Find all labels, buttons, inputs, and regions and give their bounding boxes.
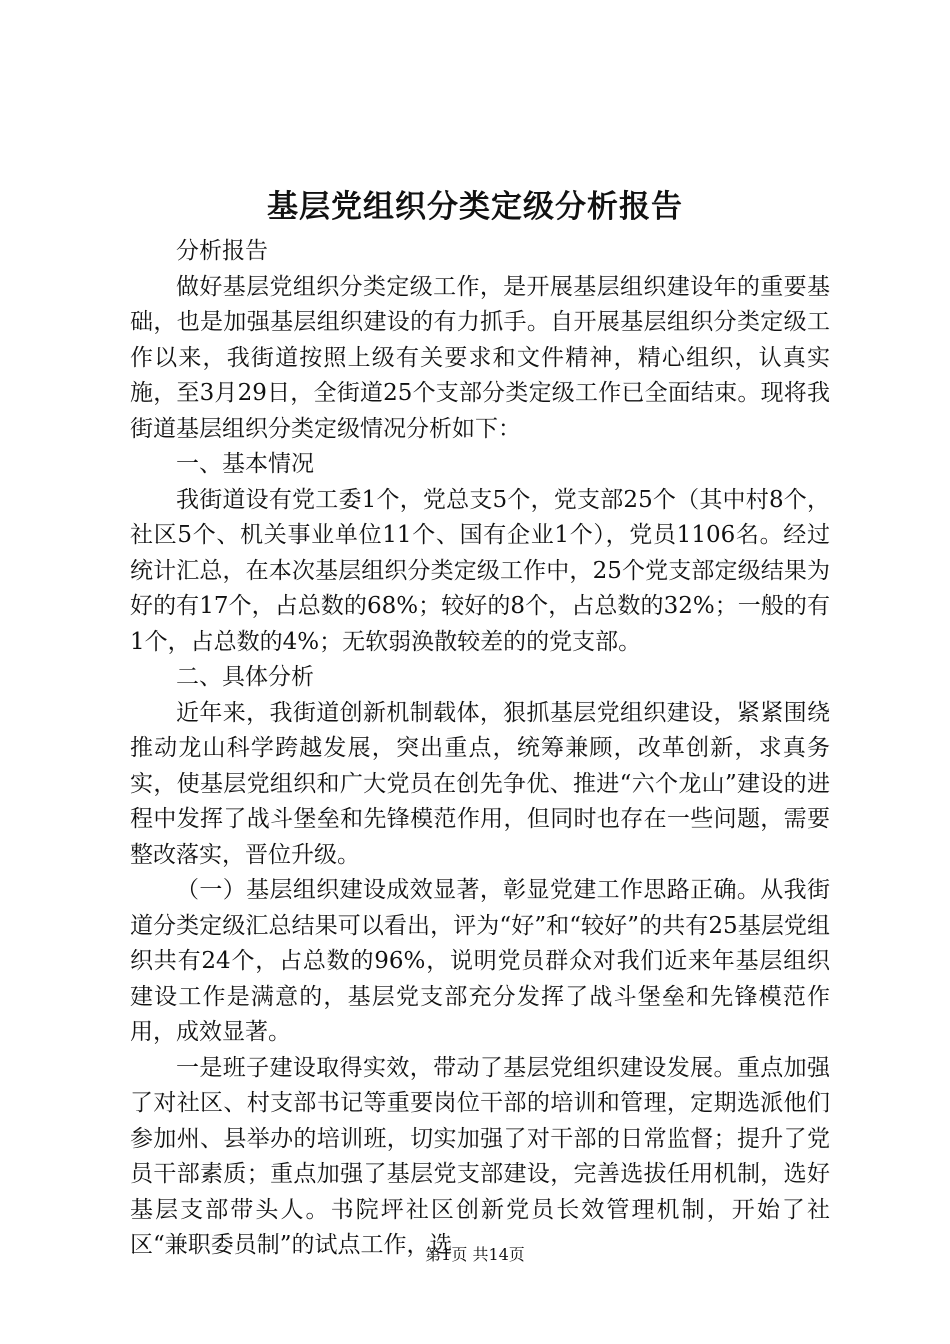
section-label: 分析报告 <box>176 238 268 264</box>
document-title: 基层党组织分类定级分析报告 <box>267 189 683 225</box>
section-heading-analysis: 二、具体分析 <box>176 664 314 690</box>
page-footer: 第1页 共14页 <box>425 1245 525 1264</box>
paragraph-analysis-overview: 近年来，我街道创新机制载体，狠抓基层党组织建设，紧紧围绕推动龙山科学跨越发展，突出重点，统筹兼顾，改革创新，求真务实，使基层党组织和广大党员在创先争优、推进“六个龙山”建设的进程中发挥了战斗堡垒和先锋模范作用，但同时也存在一些问题，需要整改落实，晋位升级。 <box>130 699 830 868</box>
paragraph-intro: 做好基层党组织分类定级工作，是开展基层组织建设年的重要基础，也是加强基层组织建设的有力抓手。自开展基层组织分类定级工作以来，我街道按照上级有关要求和文件精神，精心组织，认真实施，至3月29日，全街道25个支部分类定级工作已全面结束。现将我街道基层组织分类定级情况分析如下： <box>130 273 830 442</box>
section-heading-basic: 一、基本情况 <box>176 451 314 477</box>
paragraph-basic-situation: 我街道设有党工委1个，党总支5个，党支部25个（其中村8个，社区5个、机关事业单位11个、国有企业1个），党员1106名。经过统计汇总，在本次基层组织分类定级工作中，25个党支部定级结果为好的有17个，占总数的68%；较好的8个，占总数的32%；一般的有1个，占总数的4%；无软弱涣散较差的的党支部。 <box>130 486 830 655</box>
paragraph-team-building: 一是班子建设取得实效，带动了基层党组织建设发展。重点加强了对社区、村支部书记等重要岗位干部的培训和管理，定期选派他们参加州、县举办的培训班，切实加强了对干部的日常监督；提升了党员干部素质；重点加强了基层党支部建设，完善选拔任用机制，选好基层支部带头人。书院坪社区创新党员长效管理机制，开始了社区“兼职委员制”的试点工作，选 <box>130 1054 830 1258</box>
paragraph-subsection-one: （一）基层组织建设成效显著，彰显党建工作思路正确。从我街道分类定级汇总结果可以看出，评为“好”和“较好”的共有25基层党组织共有24个，占总数的96%，说明党员群众对我们近来年基层组织建设工作是满意的，基层党支部充分发挥了战斗堡垒和先锋模范作用，成效显著。 <box>130 877 830 1045</box>
document-body <box>130 234 830 1264</box>
